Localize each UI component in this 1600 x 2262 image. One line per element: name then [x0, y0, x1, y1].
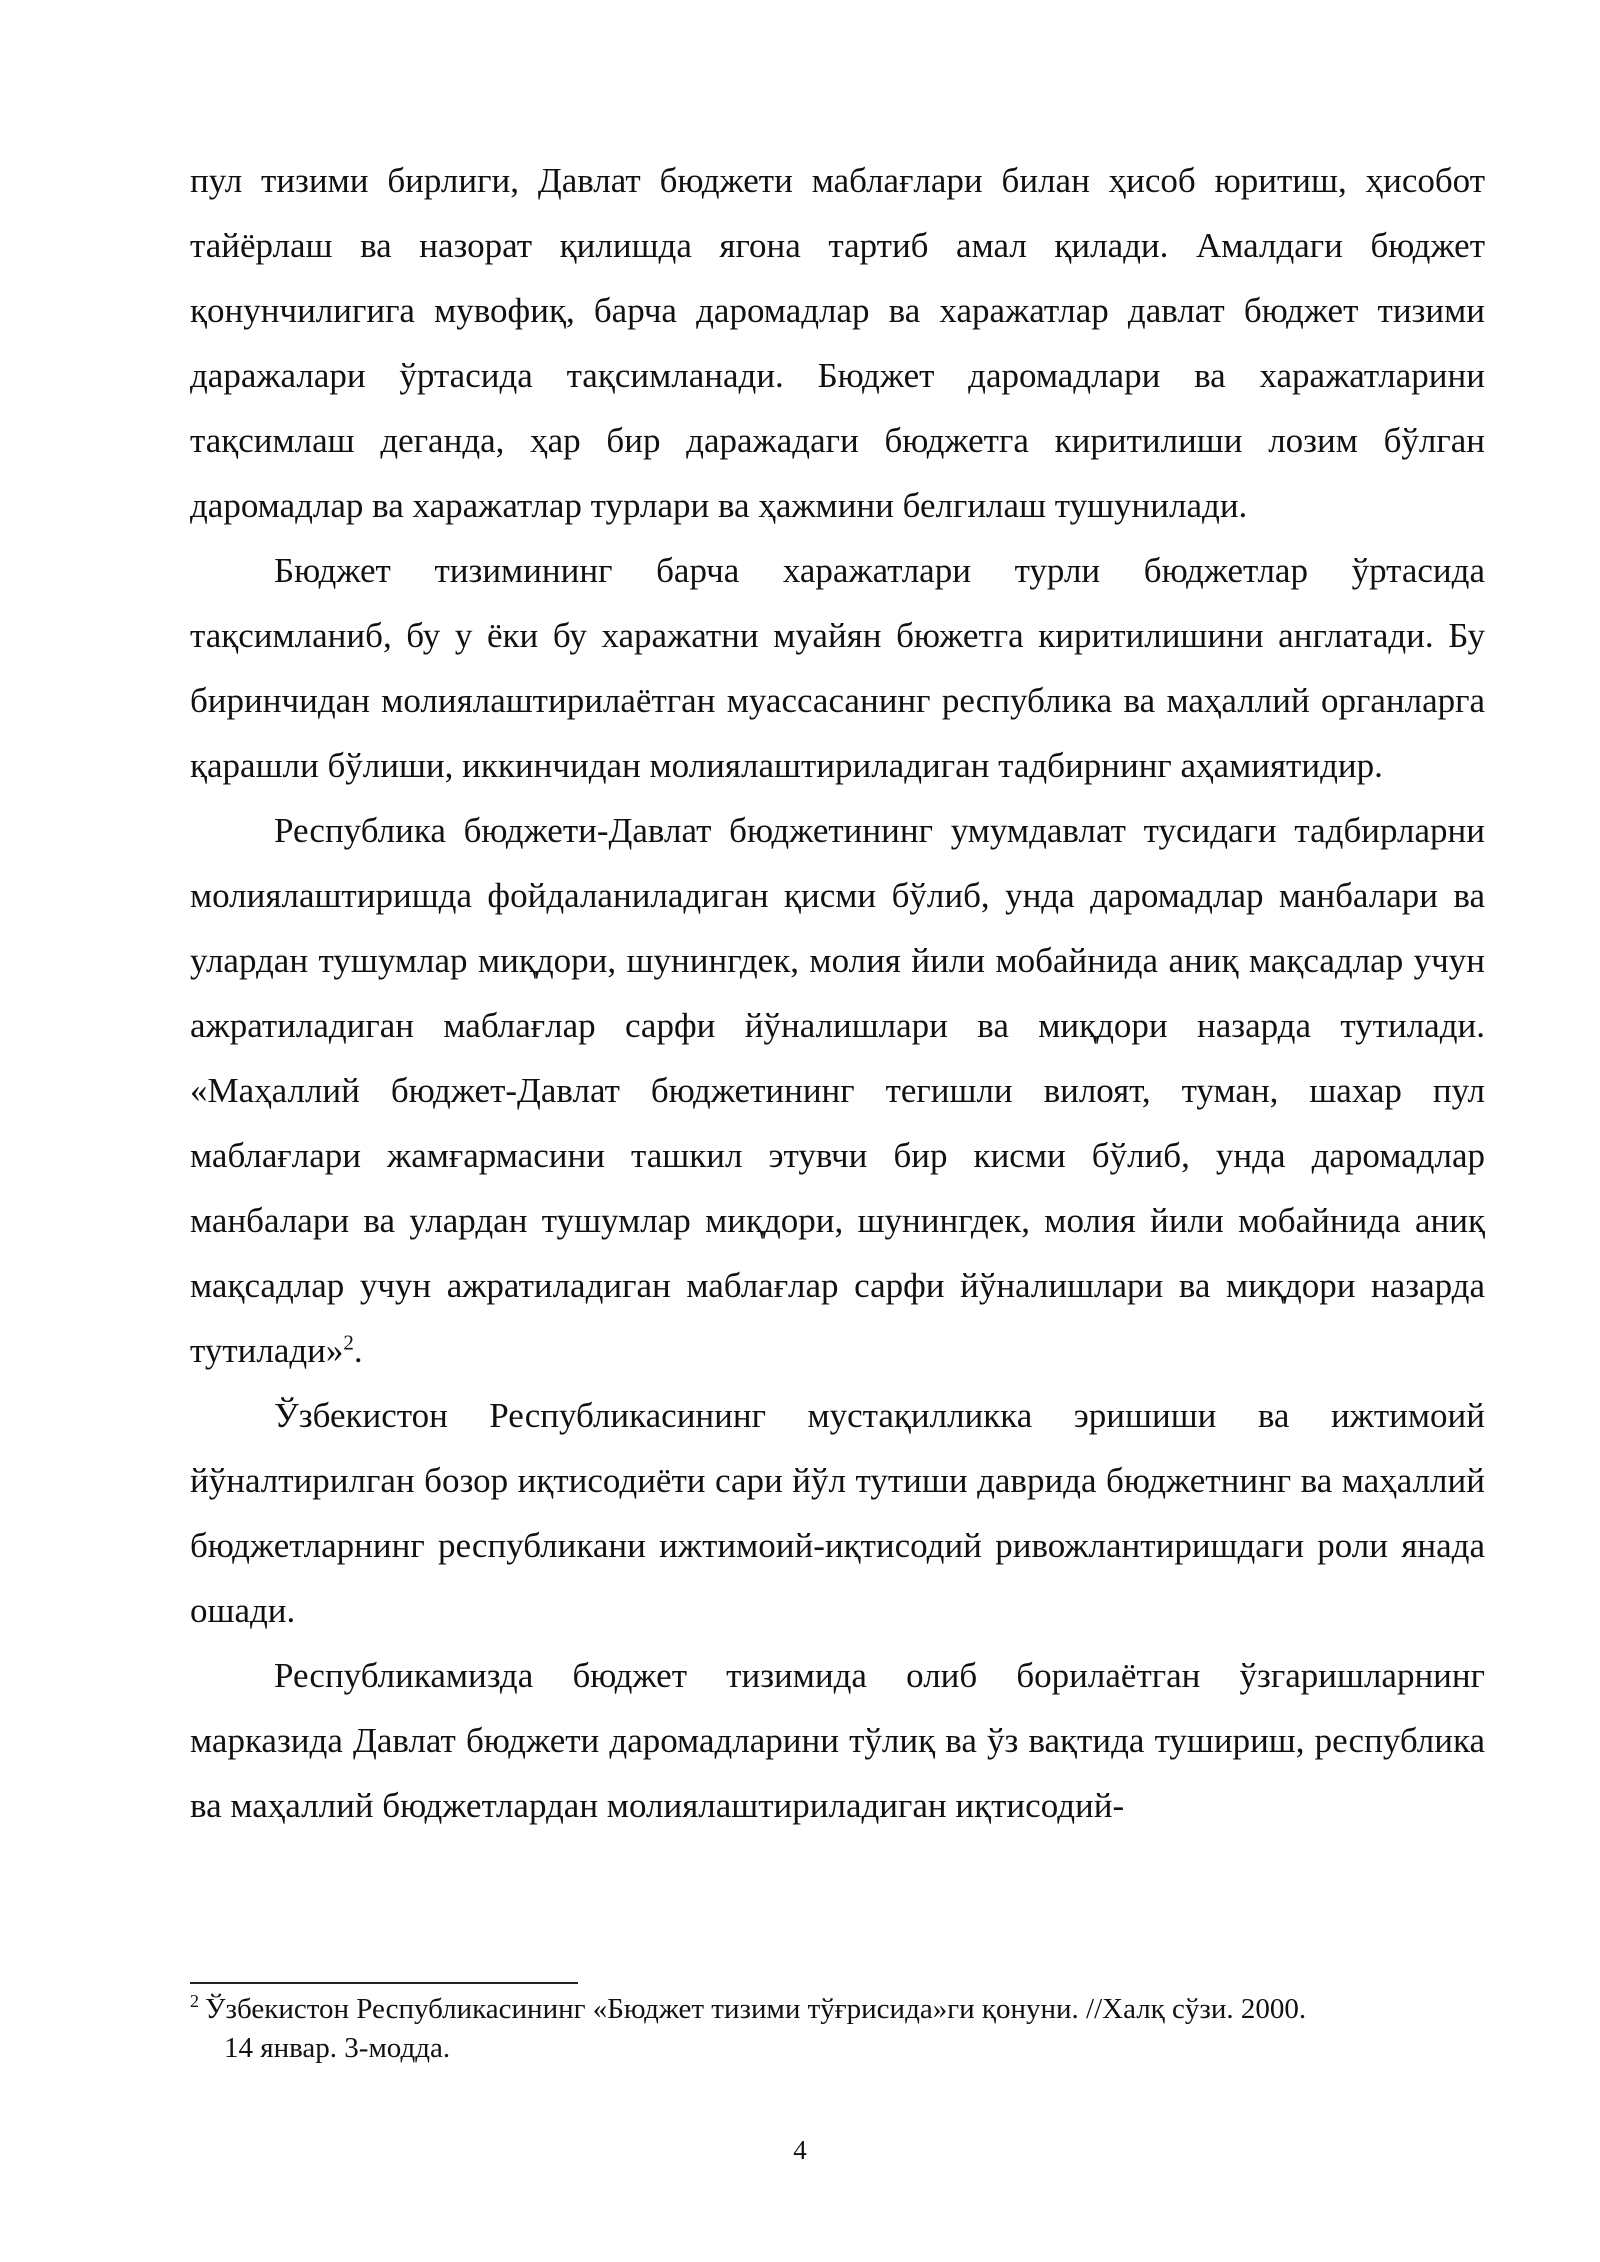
- document-body: [190, 148, 1485, 1838]
- footnote: [190, 1990, 1485, 2068]
- footnote-line-1: Ўзбекистон Республикасининг «Бюджет тизими тўғрисида»ги қонуни. //Халқ сўзи. 2000.: [205, 1993, 1307, 2025]
- paragraph-5: Республикамизда бюджет тизимида олиб борилаётган ўзгаришларнинг марказида Давлат бюджети даромадларини тўлиқ ва ўз вақтида тушириш, республика ва маҳаллий бюджетлардан молиялаштириладиган иқтисодий-: [190, 1656, 1485, 1825]
- paragraph-1: пул тизими бирлиги, Давлат бюджети маблағлари билан ҳисоб юритиш, ҳисобот тайёрлаш ва назорат қилишда ягона тартиб амал қилади. Амалдаги бюджет қонунчилигига мувофиқ, барча даромадлар ва харажатлар давлат бюджет тизими даражалари ўртасида тақсимланади. Бюджет даромадлари ва харажатларини тақсимлаш деганда, ҳар бир даражадаги бюджетга киритилиши лозим бўлган даромадлар ва харажатлар турлари ва ҳажмини белгилаш тушунилади.: [190, 161, 1485, 525]
- paragraph-2: Бюджет тизимининг барча харажатлари турли бюджетлар ўртасида тақсимланиб, бу у ёки бу харажатни муайян бюжетга киритилишини англатади. Бу биринчидан молиялаштирилаётган муассасанинг республика ва маҳаллий органларга қарашли бўлиши, иккинчидан молиялаштириладиган тадбирнинг аҳамиятидир.: [190, 551, 1485, 785]
- paragraph-3-text: Республика бюджети-Давлат бюджетининг умумдавлат тусидаги тадбирларни молиялаштиришда фойдаланиладиган қисми бўлиб, унда даромадлар манбалари ва улардан тушумлар миқдори, шунингдек, молия йили мобайнида аниқ мақсадлар учун ажратиладиган маблағлар сарфи йўналишлари ва миқдори назарда тутилади. «Маҳаллий бюджет-Давлат бюджетининг тегишли вилоят, туман, шахар пул маблағлари жамғармасини ташкил этувчи бир кисми бўлиб, унда даромадлар манбалари ва улардан тушумлар миқдори, шунингдек, молия йили мобайнида аниқ мақсадлар учун ажратиладиган маблағлар сарфи йўналишлари ва миқдори назарда тутилади»: [190, 811, 1485, 1370]
- footnote-line-2: 14 январ. 3-модда.: [224, 2032, 451, 2064]
- footnote-mark: 2: [190, 1991, 199, 2012]
- footnote-separator: [190, 1982, 578, 1984]
- paragraph-3: [190, 798, 1485, 1383]
- page-number: 4: [793, 2135, 807, 2165]
- paragraph-3-tail: .: [353, 1331, 363, 1370]
- footnote-reference[interactable]: 2: [343, 1330, 354, 1355]
- paragraph-4: Ўзбекистон Республикасининг мустақилликка эришиши ва ижтимоий йўналтирилган бозор иқтисодиёти сари йўл тутиши даврида бюджетнинг ва маҳаллий бюджетларнинг республикани ижтимоий-иқтисодий ривожлантиришдаги роли янада ошади.: [190, 1396, 1485, 1630]
